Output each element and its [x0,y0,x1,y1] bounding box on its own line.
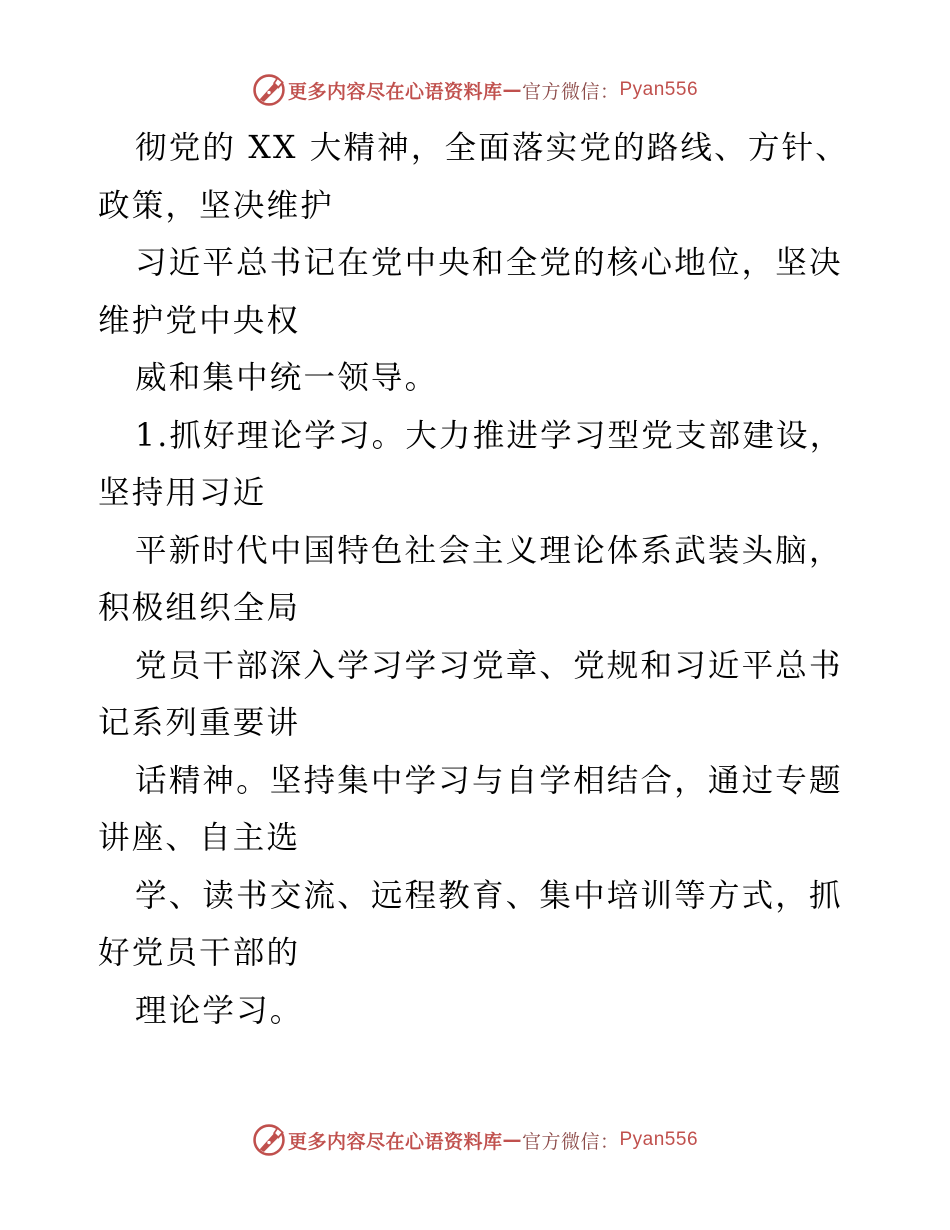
body-line: 坚持用习近 [98,475,267,511]
body-line: 党员干部深入学习学习党章、党规和习近平总书 [135,647,843,684]
header-banner-text [288,77,698,104]
body-line: 理论学习。 [135,992,304,1029]
body-line: 记系列重要讲 [98,705,301,741]
header-promo-text: 更多内容尽在心语资料库 [287,80,503,103]
body-line: 学、读书交流、远程教育、集中培训等方式，抓 [135,877,843,914]
body-line: 1.抓好理论学习。大力推进学习型党支部建设， [135,417,844,454]
header-official-label: 官方微信： [521,80,620,103]
body-line: 好党员干部的 [98,935,301,971]
body-line: 习近平总书记在党中央和全党的核心地位，坚决 [135,245,843,281]
body-line: 话精神。坚持集中学习与自学相结合，通过专题 [135,762,843,799]
header-dash: — [502,79,522,101]
body-line: 讲座、自主选 [98,820,301,856]
body-line: 威和集中统一领导。 [135,360,439,396]
footer-official-label: 官方微信： [521,1130,620,1153]
body-line: 平新时代中国特色社会主义理论体系武装头脑， [135,532,843,569]
footer-wechat-id: Pyan556 [619,1129,699,1150]
body-line: 彻党的 XX 大精神，全面落实党的路线、方针、 [135,130,849,166]
footer-banner-text [288,1127,698,1154]
body-line: 积极组织全局 [98,590,301,626]
document-body [98,120,858,1040]
body-line: 维护党中央权 [98,302,301,339]
footer-dash: — [502,1129,522,1151]
header-banner [0,70,950,110]
footer-banner [0,1120,950,1160]
header-wechat-id: Pyan556 [619,79,699,100]
pen-nib-logo-icon [252,73,286,107]
pen-nib-logo-icon [252,1123,286,1157]
body-line: 政策，坚决维护 [98,187,334,224]
footer-promo-text: 更多内容尽在心语资料库 [287,1130,503,1153]
